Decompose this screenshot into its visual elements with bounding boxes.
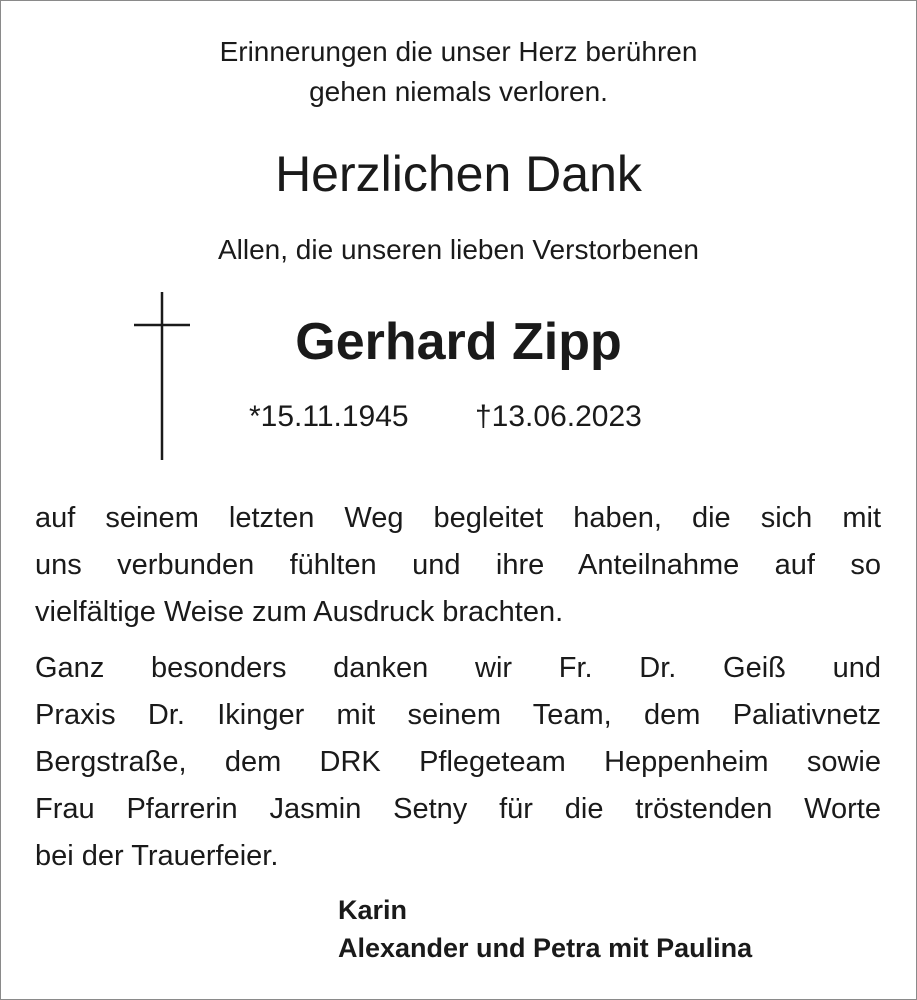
motto-line-2: gehen niemals verloren. (309, 76, 608, 107)
page-title: Herzlichen Dank (275, 146, 642, 202)
signature (338, 891, 752, 967)
paragraph-line: uns verbunden fühlten und ihre Anteilnahme auf so (35, 549, 881, 581)
paragraph-line: Bergstraße, dem DRK Pflegeteam Heppenheim sowie (35, 746, 881, 778)
paragraph-line: Frau Pfarrerin Jasmin Setny für die tröstenden Worte (35, 793, 881, 825)
paragraph-line: bei der Trauerfeier. (35, 840, 279, 872)
motto (0, 32, 917, 112)
paragraph-line: Ganz besonders danken wir Fr. Dr. Geiß und (35, 652, 881, 684)
paragraph-line: Praxis Dr. Ikinger mit seinem Team, dem Paliativnetz (35, 699, 881, 731)
motto-line-1: Erinnerungen die unser Herz berühren (219, 36, 698, 67)
birth-date: *15.11.1945 (249, 400, 409, 433)
thanks-paragraph-2 (35, 645, 881, 880)
intro-text: Allen, die unseren lieben Verstorbenen (217, 234, 699, 265)
signature-line-1: Karin (338, 895, 408, 925)
thanks-paragraph-1 (35, 495, 881, 636)
paragraph-line: auf seinem letzten Weg begleitet haben, die sich mit (35, 502, 881, 534)
paragraph-line: vielfältige Weise zum Ausdruck brachten. (35, 596, 564, 628)
signature-line-2: Alexander und Petra mit Paulina (338, 933, 753, 963)
death-date: †13.06.2023 (475, 400, 642, 433)
deceased-name: Gerhard Zipp (295, 313, 622, 371)
